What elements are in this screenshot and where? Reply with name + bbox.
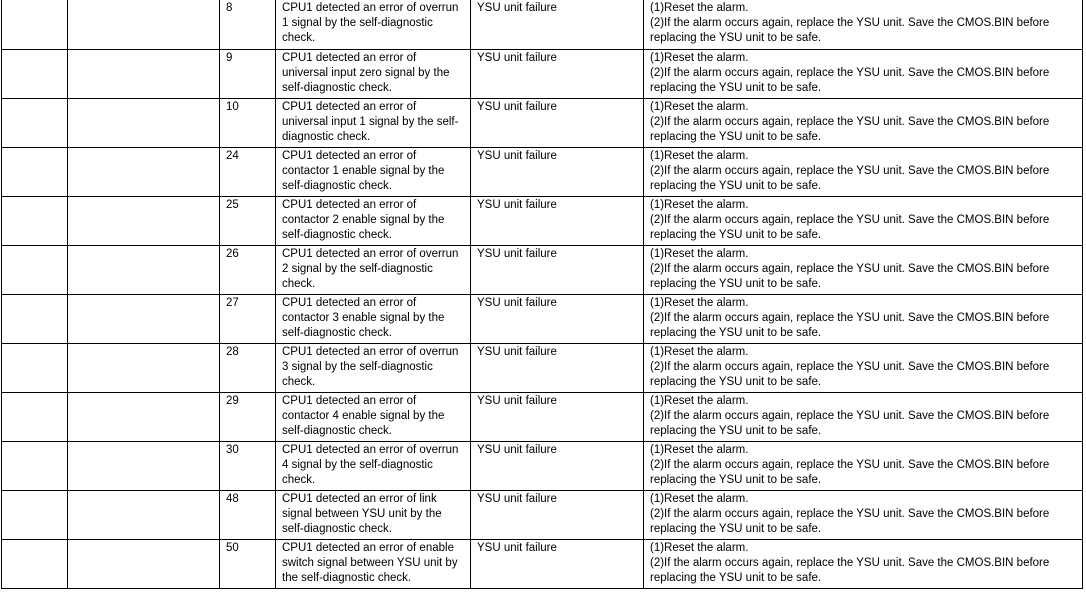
alarm-message-cell xyxy=(68,490,220,539)
remedy-cell xyxy=(644,98,1083,147)
alarm-number-cell xyxy=(2,196,68,245)
cause-cell xyxy=(471,49,644,98)
remedy-step-1: (1)Reset the alarm. xyxy=(650,345,749,358)
remedy-step-2: (2)If the alarm occurs again, replace the YSU unit. Save the CMOS.BIN before replacing the YSU unit to be safe. xyxy=(650,262,1050,290)
meaning-cell xyxy=(276,196,471,245)
meaning-cell xyxy=(276,147,471,196)
remedy-step-2: (2)If the alarm occurs again, replace the YSU unit. Save the CMOS.BIN before replacing the YSU unit to be safe. xyxy=(650,360,1050,388)
cause-text: YSU unit failure xyxy=(477,198,557,211)
meaning-cell xyxy=(276,490,471,539)
alarm-number-cell xyxy=(2,392,68,441)
cause-text: YSU unit failure xyxy=(477,443,557,456)
cause-text: YSU unit failure xyxy=(477,2,557,14)
cause-cell xyxy=(471,539,644,588)
alarm-table-body xyxy=(2,0,1083,588)
meaning-text: CPU1 detected an error of contactor 2 enable signal by the self-diagnostic check. xyxy=(282,198,445,241)
remedy-step-2: (2)If the alarm occurs again, replace the YSU unit. Save the CMOS.BIN before replacing the YSU unit to be safe. xyxy=(650,115,1050,143)
remedy-cell xyxy=(644,196,1083,245)
cause-text: YSU unit failure xyxy=(477,149,557,162)
sub-code: 25 xyxy=(226,198,239,211)
sub-code-cell xyxy=(220,441,276,490)
remedy-step-1: (1)Reset the alarm. xyxy=(650,443,749,456)
sub-code: 9 xyxy=(226,51,233,64)
remedy-step-2: (2)If the alarm occurs again, replace the YSU unit. Save the CMOS.BIN before replacing the YSU unit to be safe. xyxy=(650,556,1050,584)
sub-code: 50 xyxy=(226,541,239,554)
alarm-message-cell xyxy=(68,0,220,49)
sub-code: 24 xyxy=(226,149,239,162)
remedy-step-2: (2)If the alarm occurs again, replace the YSU unit. Save the CMOS.BIN before replacing the YSU unit to be safe. xyxy=(650,17,1050,45)
remedy-step-2: (2)If the alarm occurs again, replace the YSU unit. Save the CMOS.BIN before replacing the YSU unit to be safe. xyxy=(650,213,1050,241)
alarm-message-cell xyxy=(68,196,220,245)
cause-cell xyxy=(471,98,644,147)
sub-code-cell xyxy=(220,147,276,196)
meaning-text: CPU1 detected an error of link signal between YSU unit by the self-diagnostic check. xyxy=(282,492,442,535)
alarm-message-cell xyxy=(68,441,220,490)
alarm-message-cell xyxy=(68,147,220,196)
alarm-message-cell xyxy=(68,294,220,343)
table-row xyxy=(2,343,1083,392)
sub-code: 27 xyxy=(226,296,239,309)
alarm-number-cell xyxy=(2,245,68,294)
remedy-step-2: (2)If the alarm occurs again, replace the YSU unit. Save the CMOS.BIN before replacing the YSU unit to be safe. xyxy=(650,66,1050,94)
remedy-cell xyxy=(644,392,1083,441)
meaning-cell xyxy=(276,0,471,49)
alarm-number-cell xyxy=(2,490,68,539)
remedy-step-1: (1)Reset the alarm. xyxy=(650,394,749,407)
alarm-message-cell xyxy=(68,98,220,147)
alarm-number-cell xyxy=(2,441,68,490)
table-row xyxy=(2,441,1083,490)
remedy-cell xyxy=(644,343,1083,392)
remedy-step-2: (2)If the alarm occurs again, replace the YSU unit. Save the CMOS.BIN before replacing the YSU unit to be safe. xyxy=(650,409,1050,437)
alarm-number-cell xyxy=(2,539,68,588)
cause-text: YSU unit failure xyxy=(477,394,557,407)
alarm-number-cell xyxy=(2,294,68,343)
meaning-text: CPU1 detected an error of contactor 4 enable signal by the self-diagnostic check. xyxy=(282,394,445,437)
alarm-message-cell xyxy=(68,539,220,588)
sub-code-cell xyxy=(220,294,276,343)
remedy-cell xyxy=(644,49,1083,98)
meaning-cell xyxy=(276,245,471,294)
meaning-cell xyxy=(276,539,471,588)
table-row xyxy=(2,294,1083,343)
remedy-step-1: (1)Reset the alarm. xyxy=(650,296,749,309)
sub-code-cell xyxy=(220,490,276,539)
cause-cell xyxy=(471,392,644,441)
remedy-step-2: (2)If the alarm occurs again, replace the YSU unit. Save the CMOS.BIN before replacing the YSU unit to be safe. xyxy=(650,311,1050,339)
remedy-cell xyxy=(644,147,1083,196)
sub-code-cell xyxy=(220,0,276,49)
cause-cell xyxy=(471,245,644,294)
remedy-cell xyxy=(644,539,1083,588)
cause-text: YSU unit failure xyxy=(477,541,557,554)
table-row xyxy=(2,98,1083,147)
sub-code-cell xyxy=(220,539,276,588)
cause-cell xyxy=(471,147,644,196)
meaning-text: CPU1 detected an error of contactor 1 enable signal by the self-diagnostic check. xyxy=(282,149,445,192)
meaning-text: CPU1 detected an error of overrun 2 signal by the self-diagnostic check. xyxy=(282,247,459,290)
cause-cell xyxy=(471,196,644,245)
cause-text: YSU unit failure xyxy=(477,247,557,260)
sub-code: 29 xyxy=(226,394,239,407)
table-row xyxy=(2,196,1083,245)
remedy-step-1: (1)Reset the alarm. xyxy=(650,51,749,64)
alarm-message-cell xyxy=(68,392,220,441)
cause-cell xyxy=(471,343,644,392)
sub-code: 30 xyxy=(226,443,239,456)
cause-text: YSU unit failure xyxy=(477,296,557,309)
sub-code: 10 xyxy=(226,100,239,113)
remedy-step-1: (1)Reset the alarm. xyxy=(650,100,749,113)
table-row xyxy=(2,539,1083,588)
alarm-table xyxy=(1,0,1083,589)
alarm-message-cell xyxy=(68,245,220,294)
remedy-step-1: (1)Reset the alarm. xyxy=(650,247,749,260)
cause-text: YSU unit failure xyxy=(477,100,557,113)
meaning-text: CPU1 detected an error of universal input zero signal by the self-diagnostic check. xyxy=(282,51,450,94)
sub-code-cell xyxy=(220,98,276,147)
remedy-cell xyxy=(644,490,1083,539)
meaning-text: CPU1 detected an error of overrun 3 signal by the self-diagnostic check. xyxy=(282,345,459,388)
remedy-step-1: (1)Reset the alarm. xyxy=(650,198,749,211)
alarm-message-cell xyxy=(68,49,220,98)
meaning-cell xyxy=(276,49,471,98)
meaning-cell xyxy=(276,294,471,343)
meaning-cell xyxy=(276,343,471,392)
remedy-cell xyxy=(644,0,1083,49)
remedy-cell xyxy=(644,245,1083,294)
table-row xyxy=(2,392,1083,441)
alarm-number-cell xyxy=(2,343,68,392)
table-row xyxy=(2,490,1083,539)
cause-text: YSU unit failure xyxy=(477,492,557,505)
remedy-step-2: (2)If the alarm occurs again, replace the YSU unit. Save the CMOS.BIN before replacing the YSU unit to be safe. xyxy=(650,507,1050,535)
sub-code-cell xyxy=(220,343,276,392)
cause-text: YSU unit failure xyxy=(477,51,557,64)
meaning-text: CPU1 detected an error of overrun 4 signal by the self-diagnostic check. xyxy=(282,443,459,486)
table-row xyxy=(2,0,1083,49)
alarm-number-cell xyxy=(2,49,68,98)
remedy-cell xyxy=(644,441,1083,490)
sub-code: 8 xyxy=(226,2,233,14)
table-row xyxy=(2,245,1083,294)
meaning-cell xyxy=(276,441,471,490)
alarm-number-cell xyxy=(2,147,68,196)
cause-text: YSU unit failure xyxy=(477,345,557,358)
cause-cell xyxy=(471,441,644,490)
sub-code-cell xyxy=(220,392,276,441)
meaning-text: CPU1 detected an error of overrun 1 signal by the self-diagnostic check. xyxy=(282,2,459,45)
remedy-step-1: (1)Reset the alarm. xyxy=(650,2,749,14)
remedy-step-1: (1)Reset the alarm. xyxy=(650,149,749,162)
table-row xyxy=(2,49,1083,98)
remedy-step-1: (1)Reset the alarm. xyxy=(650,492,749,505)
meaning-cell xyxy=(276,98,471,147)
sub-code-cell xyxy=(220,245,276,294)
remedy-step-2: (2)If the alarm occurs again, replace the YSU unit. Save the CMOS.BIN before replacing the YSU unit to be safe. xyxy=(650,458,1050,486)
meaning-text: CPU1 detected an error of contactor 3 enable signal by the self-diagnostic check. xyxy=(282,296,445,339)
cause-cell xyxy=(471,490,644,539)
alarm-message-cell xyxy=(68,343,220,392)
table-row xyxy=(2,147,1083,196)
remedy-step-2: (2)If the alarm occurs again, replace the YSU unit. Save the CMOS.BIN before replacing the YSU unit to be safe. xyxy=(650,164,1050,192)
meaning-text: CPU1 detected an error of enable switch signal between YSU unit by the self-diagnostic check. xyxy=(282,541,458,584)
cause-cell xyxy=(471,0,644,49)
meaning-text: CPU1 detected an error of universal input 1 signal by the self-diagnostic check. xyxy=(282,100,459,143)
sub-code: 48 xyxy=(226,492,239,505)
sub-code: 28 xyxy=(226,345,239,358)
alarm-number-cell xyxy=(2,98,68,147)
cause-cell xyxy=(471,294,644,343)
sub-code-cell xyxy=(220,196,276,245)
sub-code-cell xyxy=(220,49,276,98)
remedy-cell xyxy=(644,294,1083,343)
sub-code: 26 xyxy=(226,247,239,260)
meaning-cell xyxy=(276,392,471,441)
alarm-number-cell xyxy=(2,0,68,49)
remedy-step-1: (1)Reset the alarm. xyxy=(650,541,749,554)
